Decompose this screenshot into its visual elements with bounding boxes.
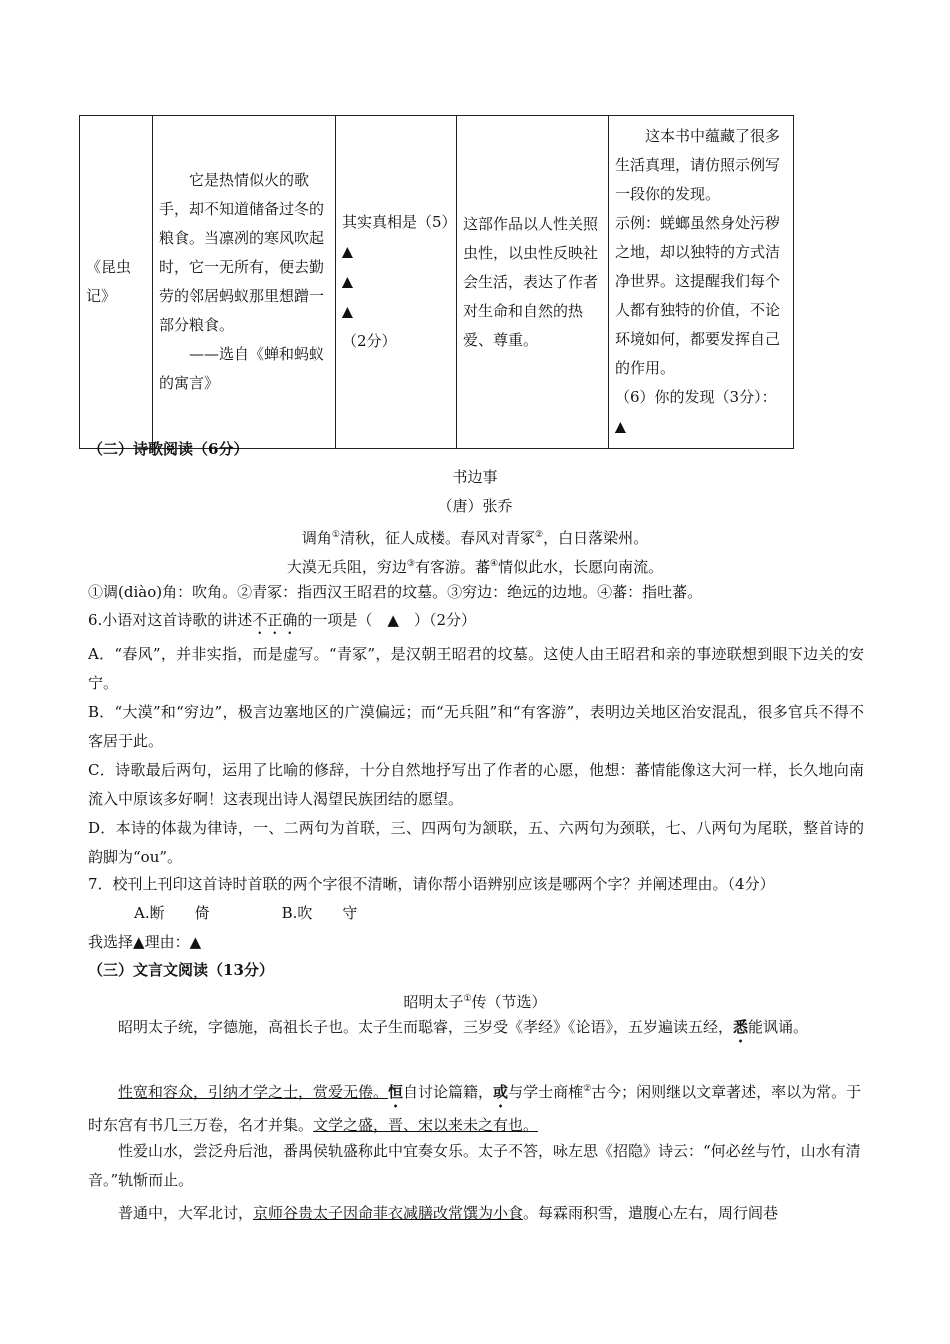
answer-blank[interactable]: ▲ bbox=[133, 933, 145, 951]
q7-answer: 我选择▲理由：▲ bbox=[88, 933, 202, 951]
table-row bbox=[80, 116, 794, 449]
poem-line-1: 调角①清秋，征人成楼。春风对青冢②，白日落梁州。 bbox=[301, 529, 649, 547]
question-6: 6.小语对这首诗歌的讲述不正确的一项是（ ▲ ）（2分） bbox=[88, 611, 476, 629]
classical-heading: （三）文言文阅读（13分） bbox=[88, 961, 274, 979]
theme-cell: 这部作品以人性关照虫性，以虫性反映社会生活，表达了作者对生命和自然的热爱、尊重。 bbox=[457, 116, 609, 449]
poetry-heading: （二）诗歌阅读（6分） bbox=[88, 440, 249, 458]
answer-blank-6[interactable]: ▲ bbox=[615, 419, 626, 435]
discovery-cell bbox=[609, 116, 794, 449]
answer-blank-5[interactable]: ▲ bbox=[342, 244, 353, 260]
option-b: B．“大漠”和“穷边”，极言边塞地区的广漠偏远；而“无兵阻”和“有客游”，表明边关地区治安混乱，很多官兵不得不客居于此。 bbox=[88, 703, 864, 750]
discovery-prompt: 这本书中蕴藏了很多生活真理，请仿照示例写一段你的发现。 bbox=[615, 127, 781, 203]
classical-paragraph-3: 性爱山水，尝泛舟后池，番禺侯轨盛称此中宜奏女乐。太子不答，咏左思《招隐》诗云：“何必丝与竹，山水有清音。”轨惭而止。 bbox=[88, 1142, 861, 1189]
classical-paragraph-1: 昭明太子统，字德施，高祖长子也。太子生而聪睿，三岁受《孝经》《论语》，五岁遍读五经，悉能讽诵。 bbox=[118, 1018, 809, 1036]
answer-blank[interactable]: ▲ bbox=[342, 304, 353, 320]
excerpt-text: 它是热情似火的歌手，却不知道储备过冬的粮食。当凛冽的寒风吹起时，它一无所有，便去勤劳的邻居蚂蚁那里想蹭一部分粮食。 bbox=[159, 171, 325, 334]
poem-author: （唐）张乔 bbox=[437, 497, 513, 515]
option-c: C．诗歌最后两句，运用了比喻的修辞，十分自然地抒写出了作者的心愿，他想：蕃情能像这大河一样，长久地向南流入中原该多好啊！这表现出诗人渴望民族团结的愿望。 bbox=[88, 761, 864, 808]
poem-line-2: 大漠无兵阻，穷边③有客游。蕃④情似此水，长愿向南流。 bbox=[286, 558, 664, 576]
option-d: D．本诗的体裁为律诗，一、二两句为首联，三、四两句为颔联，五、六两句为颈联，七、八两句为尾联，整首诗的韵脚为“ou”。 bbox=[88, 819, 864, 866]
truth-cell bbox=[336, 116, 457, 449]
score-label: （2分） bbox=[342, 332, 397, 350]
poem-notes: ①调(diào)角：吹角。②青冢：指西汉王昭君的坟墓。③穷边：绝远的边地。④蕃：指吐蕃。 bbox=[88, 583, 703, 601]
discovery-example: 示例：蜣螂虽然身处污秽之地，却以独特的方式洁净世界。这提醒我们每个人都有独特的价值，不论环境如何，都要发挥自己的作用。 bbox=[615, 214, 781, 377]
q7-options: A.断 倚 B.吹 守 bbox=[134, 904, 358, 922]
classical-paragraph-2: 性宽和容众，引纳才学之士，赏爱无倦。恒自讨论篇籍，或与学士商榷②古今；闲则继以文章著述，率以为常。于时东宫有书几三万卷，名才并集。文学之盛，晋、宋以来未之有也。 bbox=[88, 1083, 862, 1134]
question-7: 7．校刊上刊印这首诗时首联的两个字很不清晰，请你帮小语辨别应该是哪两个字？并阐述理由。（4分） bbox=[88, 875, 775, 893]
answer-blank[interactable]: ▲ bbox=[387, 611, 399, 629]
classical-title: 昭明太子①传（节选） bbox=[403, 993, 547, 1011]
answer-blank[interactable]: ▲ bbox=[189, 933, 202, 951]
answer-blank[interactable]: ▲ bbox=[342, 274, 353, 290]
book-table bbox=[79, 115, 794, 449]
excerpt-cell bbox=[153, 116, 336, 449]
option-a: A．“春风”，并非实指，而是虚写。“青冢”，是汉朝王昭君的坟墓。这使人由王昭君和亲的事迹联想到眼下边关的安宁。 bbox=[88, 645, 864, 692]
book-title-cell: 《昆虫记》 bbox=[80, 116, 153, 449]
classical-paragraph-4: 普通中，大军北讨，京师谷贵太子因命菲衣减膳改常馔为小食。每霖雨积雪，遣腹心左右，周行闾巷 bbox=[118, 1204, 779, 1222]
excerpt-source: ——选自《蝉和蚂蚁的寓言》 bbox=[159, 345, 325, 392]
discovery-question: （6）你的发现（3分）： bbox=[615, 388, 777, 406]
truth-text: 其实真相是（5）▲ bbox=[342, 213, 457, 260]
poem-title: 书边事 bbox=[452, 468, 498, 486]
